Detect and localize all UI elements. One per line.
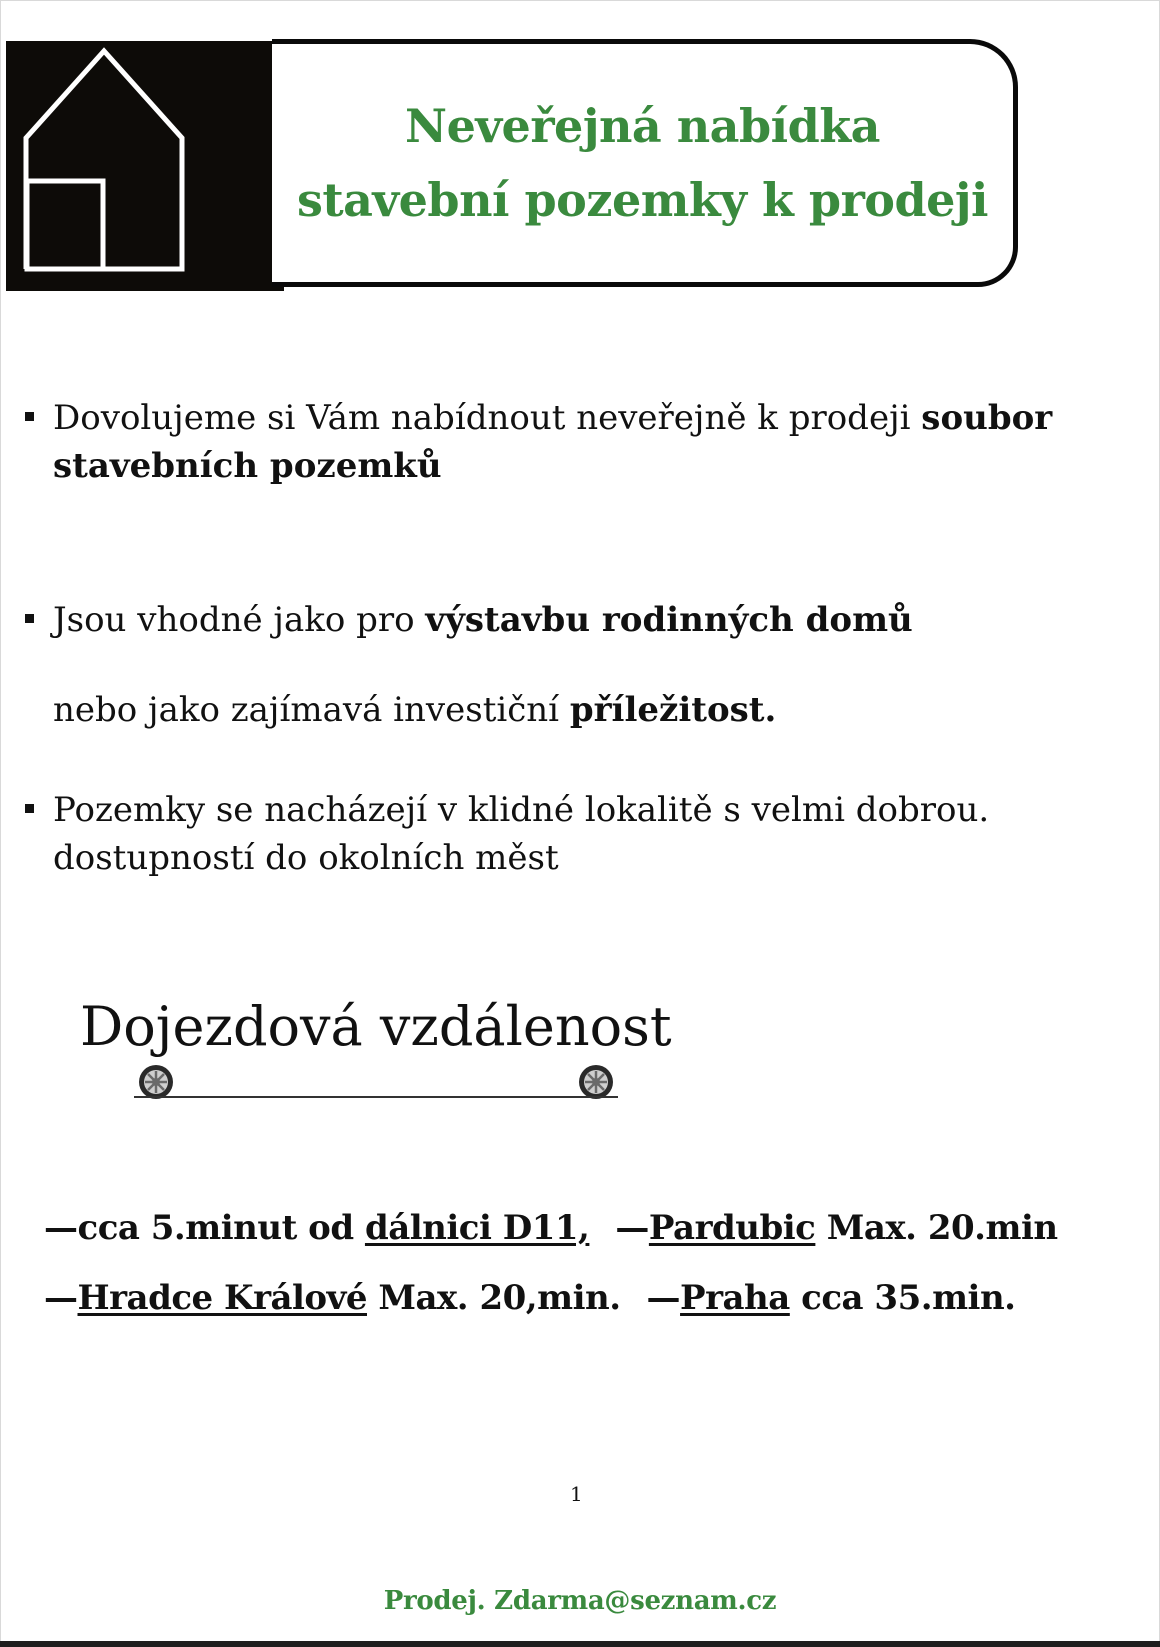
contact-email[interactable]: Prodej. Zdarma@seznam.cz [383, 1586, 777, 1616]
house-icon [6, 41, 284, 291]
page-subtitle: stavební pozemky k prodeji [296, 173, 989, 227]
investment-line: nebo jako zajímavá investiční příležitost. [53, 690, 777, 730]
wheel-icon [138, 1064, 174, 1100]
pardubice-link[interactable]: Pardubic [648, 1208, 816, 1248]
distance-heading: Dojezdová vzdálenost [80, 995, 672, 1058]
bullet-marker [25, 614, 34, 623]
hradec-link[interactable]: Hradce Králové [77, 1278, 367, 1318]
bullet-suitability: Jsou vhodné jako pro výstavbu rodinných domů [25, 596, 1125, 644]
title-banner [272, 39, 1018, 287]
highway-link[interactable]: dálnici D11, [364, 1208, 590, 1248]
distance-row: —cca 5.minut od dálnici D11, —Pardubic Max. 20.min [44, 1208, 1058, 1248]
page-number: 1 [570, 1482, 583, 1506]
distance-row: —Hradce Králové Max. 20,min. —Praha cca 35.min. [44, 1278, 1016, 1318]
bullet-location: Pozemky se nacházejí v klidné lokalitě s velmi dobrou. dostupností do okolních měst [25, 786, 1125, 882]
bullet-marker [25, 412, 34, 421]
bullet-marker [25, 804, 34, 813]
bullet-offer: Dovolujeme si Vám nabídnout neveřejně k prodeji soubor stavebních pozemků [25, 394, 1125, 490]
praha-link[interactable]: Praha [680, 1278, 790, 1318]
page-title: Neveřejná nabídka [405, 99, 880, 153]
logo [6, 41, 284, 291]
bottom-bar [0, 1641, 1160, 1647]
wheel-icon [578, 1064, 614, 1100]
road-line [134, 1096, 618, 1098]
